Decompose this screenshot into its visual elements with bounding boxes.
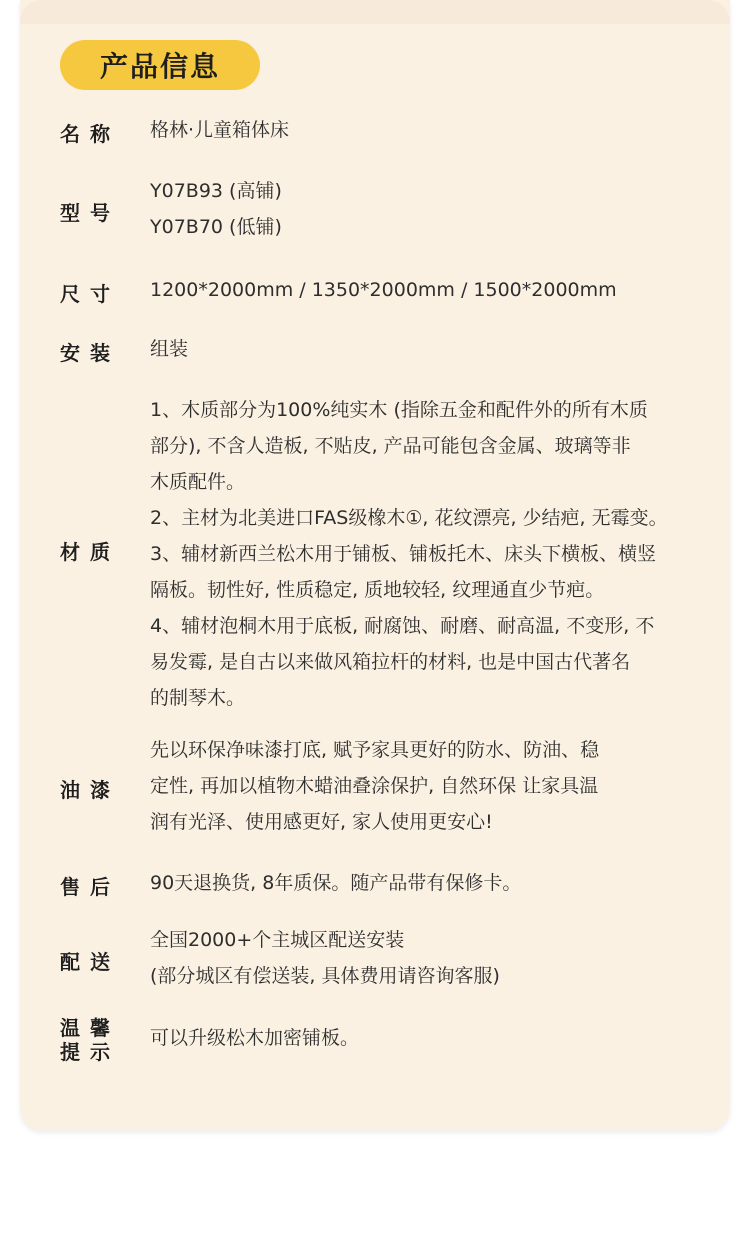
row-value-model xyxy=(150,173,720,245)
section-title-badge xyxy=(60,40,260,90)
value-line: 组装 xyxy=(150,338,189,360)
value-line: 90天退换货, 8年质保。随产品带有保修卡。 xyxy=(150,872,522,894)
row-value-paint xyxy=(150,732,720,840)
value-line: 部分), 不含人造板, 不贴皮, 产品可能包含金属、玻璃等非 xyxy=(150,435,631,457)
value-line: 格林·儿童箱体床 xyxy=(150,119,290,141)
value-line: 易发霉, 是自古以来做风箱拉杆的材料, 也是中国古代著名 xyxy=(150,651,631,673)
value-line: 隔板。韧性好, 性质稳定, 质地较轻, 纹理通直少节疤。 xyxy=(150,579,605,601)
row-value-delivery xyxy=(150,922,720,994)
row-label-tips-line: 温馨 xyxy=(60,1016,120,1040)
row-value-material xyxy=(150,392,720,716)
row-label-size: 尺寸 xyxy=(60,282,120,306)
product-info-card xyxy=(20,0,730,1130)
value-line: 2、主材为北美进口FAS级橡木①, 花纹漂亮, 少结疤, 无霉变。 xyxy=(150,507,668,529)
value-line: 3、辅材新西兰松木用于铺板、铺板托木、床头下横板、横竖 xyxy=(150,543,657,565)
value-line: 可以升级松木加密铺板。 xyxy=(150,1027,360,1049)
row-value-aftersales xyxy=(150,865,720,901)
row-label-model: 型号 xyxy=(60,201,120,225)
row-label-name: 名称 xyxy=(60,122,120,146)
value-line: 1、木质部分为100%纯实木 (指除五金和配件外的所有木质 xyxy=(150,399,648,421)
value-line: 1200*2000mm / 1350*2000mm / 1500*2000mm xyxy=(150,279,617,301)
value-line: 先以环保净味漆打底, 赋予家具更好的防水、防油、稳 xyxy=(150,739,600,761)
row-label-install: 安装 xyxy=(60,341,120,365)
value-line: 全国2000+个主城区配送安装 xyxy=(150,929,405,951)
card-top-band xyxy=(20,0,730,24)
row-value-size xyxy=(150,272,720,308)
row-label-tips xyxy=(60,1016,130,1064)
value-line: (部分城区有偿送装, 具体费用请咨询客服) xyxy=(150,965,500,987)
section-title: 产品信息 xyxy=(99,50,220,83)
row-label-material: 材质 xyxy=(60,540,120,564)
row-value-install xyxy=(150,331,720,367)
value-line: Y07B70 (低铺) xyxy=(150,216,282,238)
row-label-aftersales: 售后 xyxy=(60,875,120,899)
value-line: 的制琴木。 xyxy=(150,687,246,709)
row-value-name xyxy=(150,112,720,148)
value-line: 4、辅材泡桐木用于底板, 耐腐蚀、耐磨、耐高温, 不变形, 不 xyxy=(150,615,655,637)
value-line: Y07B93 (高铺) xyxy=(150,180,282,202)
value-line: 木质配件。 xyxy=(150,471,246,493)
row-label-tips-line: 提示 xyxy=(60,1040,120,1064)
value-line: 润有光泽、使用感更好, 家人使用更安心! xyxy=(150,811,493,833)
row-value-tips xyxy=(150,1020,720,1056)
row-label-paint: 油漆 xyxy=(60,778,120,802)
row-label-delivery: 配送 xyxy=(60,950,120,974)
value-line: 定性, 再加以植物木蜡油叠涂保护, 自然环保 让家具温 xyxy=(150,775,599,797)
